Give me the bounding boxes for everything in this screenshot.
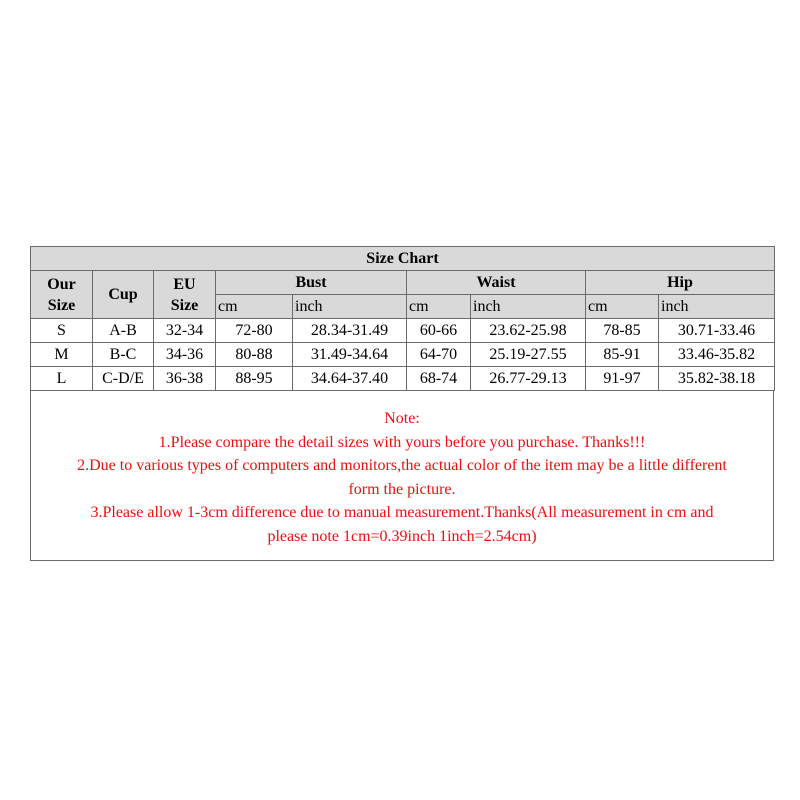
- size-table: [30, 246, 775, 391]
- size-chart: [30, 246, 774, 561]
- header-eu-line1: EU: [173, 275, 196, 293]
- cell-bust-inch: 34.64-37.40: [293, 367, 407, 391]
- cell-hip-inch: 30.71-33.46: [659, 319, 775, 343]
- unit-bust-inch: inch: [293, 295, 407, 319]
- cell-hip-inch: 35.82-38.18: [659, 367, 775, 391]
- note-heading: Note:: [384, 410, 420, 427]
- header-our-size: [31, 271, 93, 319]
- note-line-3b: please note 1cm=0.39inch 1inch=2.54cm): [267, 527, 537, 545]
- cell-size: S: [31, 319, 93, 343]
- cell-eu: 36-38: [154, 367, 216, 391]
- cell-cup: C-D/E: [93, 367, 154, 391]
- note-line-2a: 2.Due to various types of computers and monitors,the actual color of the item may be a little different: [77, 457, 727, 474]
- table-row: [31, 367, 775, 391]
- notes-box: [30, 391, 774, 561]
- header-cup: Cup: [93, 271, 154, 319]
- cell-eu: 34-36: [154, 343, 216, 367]
- cell-hip-cm: 91-97: [586, 367, 659, 391]
- cell-waist-cm: 64-70: [407, 343, 471, 367]
- header-waist: Waist: [407, 271, 586, 295]
- header-our-size-line2: Size: [47, 296, 76, 314]
- table-row: [31, 343, 775, 367]
- header-our-size-line1: Our: [47, 275, 76, 293]
- cell-bust-cm: 80-88: [216, 343, 293, 367]
- unit-hip-inch: inch: [659, 295, 775, 319]
- chart-title: Size Chart: [31, 247, 775, 271]
- unit-waist-inch: inch: [471, 295, 586, 319]
- cell-waist-inch: 25.19-27.55: [471, 343, 586, 367]
- unit-waist-cm: cm: [407, 295, 471, 319]
- cell-waist-cm: 60-66: [407, 319, 471, 343]
- note-line-3a: 3.Please allow 1-3cm difference due to manual measurement.Thanks(All measurement in cm and: [90, 504, 714, 521]
- cell-size: M: [31, 343, 93, 367]
- table-row: [31, 319, 775, 343]
- cell-bust-cm: 88-95: [216, 367, 293, 391]
- note-line-2b: form the picture.: [348, 480, 456, 498]
- cell-cup: A-B: [93, 319, 154, 343]
- cell-hip-inch: 33.46-35.82: [659, 343, 775, 367]
- cell-eu: 32-34: [154, 319, 216, 343]
- cell-size: L: [31, 367, 93, 391]
- cell-waist-inch: 26.77-29.13: [471, 367, 586, 391]
- header-hip: Hip: [586, 271, 775, 295]
- header-eu-size: [154, 271, 216, 319]
- header-bust: Bust: [216, 271, 407, 295]
- cell-hip-cm: 78-85: [586, 319, 659, 343]
- cell-bust-cm: 72-80: [216, 319, 293, 343]
- header-eu-line2: Size: [170, 296, 199, 314]
- unit-hip-cm: cm: [586, 295, 659, 319]
- unit-bust-cm: cm: [216, 295, 293, 319]
- cell-bust-inch: 28.34-31.49: [293, 319, 407, 343]
- cell-waist-inch: 23.62-25.98: [471, 319, 586, 343]
- cell-waist-cm: 68-74: [407, 367, 471, 391]
- cell-hip-cm: 85-91: [586, 343, 659, 367]
- note-line-1: 1.Please compare the detail sizes with yours before you purchase. Thanks!!!: [158, 433, 646, 451]
- cell-bust-inch: 31.49-34.64: [293, 343, 407, 367]
- cell-cup: B-C: [93, 343, 154, 367]
